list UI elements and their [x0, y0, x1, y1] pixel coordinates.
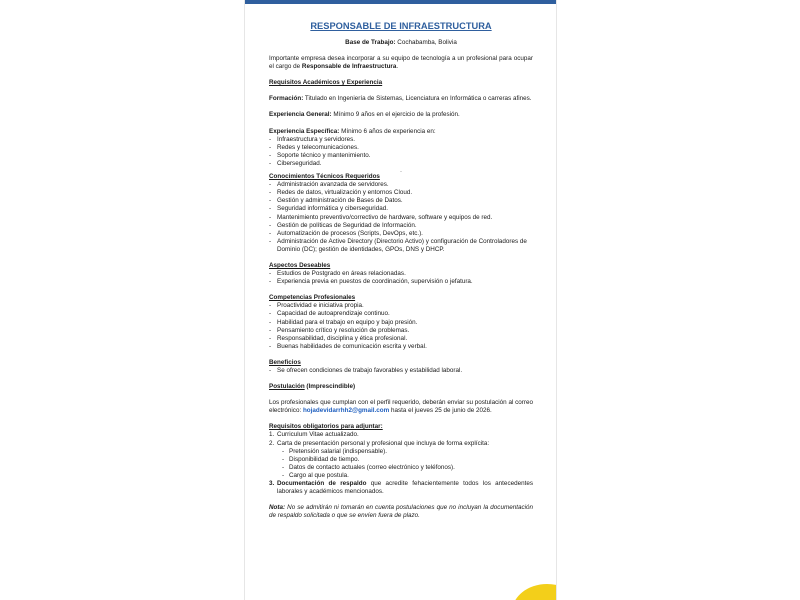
list-item: - Redes de datos, virtualización y entornos Cloud. [269, 189, 533, 197]
general-label: Experiencia General: [269, 111, 332, 119]
desirable-list [269, 270, 533, 286]
list-item: - Disponibilidad de tiempo. [277, 456, 533, 464]
intro-text: Importante empresa desea incorporar a su equipo de tecnología a un profesional para ocupar el cargo de [269, 55, 533, 71]
general-experience [269, 111, 533, 119]
attachment-item [269, 431, 533, 439]
application-heading-label: Postulación [269, 383, 305, 391]
specific-label: Experiencia Específica: [269, 127, 340, 135]
attachments-heading: Requisitos obligatorios para adjuntar: [269, 423, 383, 431]
attachment-number: 2. [269, 439, 275, 447]
list-item: - Seguridad informática y ciberseguridad. [269, 205, 533, 213]
list-item: - Datos de contacto actuales (correo electrónico y teléfonos). [277, 464, 533, 472]
list-item: - Experiencia previa en puestos de coordinación, supervisión o jefatura. [269, 278, 533, 286]
specific-experience-list [269, 136, 533, 168]
list-item: - Habilidad para el trabajo en equipo y bajo presión. [269, 319, 533, 327]
application-text-before: Los profesionales que cumplan con el perfil requerido, deberán enviar su postulación al correo electrónico: [269, 399, 533, 415]
list-item: - Estudios de Postgrado en áreas relacionadas. [269, 270, 533, 278]
application-heading [269, 383, 533, 391]
list-item: - Se ofrecen condiciones de trabajo favorables y estabilidad laboral. [269, 367, 533, 375]
application-paragraph [269, 399, 533, 415]
application-heading-suffix: (Imprescindible) [304, 383, 356, 391]
intro-paragraph [269, 55, 533, 71]
list-item: - Administración de Active Directory (Directorio Activo) y configuración de Controladores de Dominio (DC); gestión de identidades, GPOs, DNS y DHCP. [269, 238, 533, 254]
academic-heading: Requisitos Académicos y Experiencia [269, 79, 383, 87]
attachments-list [269, 431, 533, 496]
list-item: - Infraestructura y servidores. [269, 136, 533, 144]
list-item: - Responsabilidad, disciplina y ética profesional. [269, 335, 533, 343]
separator-dot: . [400, 167, 402, 175]
formacion-label: Formación: [269, 95, 304, 103]
list-item: - Soporte técnico y mantenimiento. [269, 152, 533, 160]
intro-role: Responsable de Infraestructura [301, 63, 397, 71]
technical-heading: Conocimientos Técnicos Requeridos [269, 173, 380, 181]
work-base-value: Cochabamba, Bolivia [395, 39, 457, 46]
page-title: RESPONSABLE DE INFRAESTRUCTURA [310, 21, 492, 31]
list-item: - Gestión de políticas de Seguridad de Información. [269, 222, 533, 230]
formacion-text: Titulado en Ingeniería de Sistemas, Licenciatura en Informática o carreras afines. [303, 95, 532, 103]
attachment-text: Carta de presentación personal y profesional que incluya de forma explícita: [277, 439, 490, 447]
general-text: Mínimo 9 años en el ejercicio de la profesión. [331, 111, 460, 119]
attachment-item [269, 440, 533, 480]
list-item: - Buenas habilidades de comunicación escrita y verbal. [269, 343, 533, 351]
attachment-sublist [277, 448, 533, 480]
list-item: - Mantenimiento preventivo/correctivo de hardware, software y equipos de red. [269, 214, 533, 222]
competencies-list [269, 302, 533, 351]
list-item: - Redes y telecomunicaciones. [269, 144, 533, 152]
benefits-heading: Beneficios [269, 358, 301, 366]
corner-decoration [512, 584, 557, 600]
formacion-paragraph [269, 95, 533, 103]
attachment-number: 1. [269, 431, 275, 439]
list-item: - Ciberseguridad. [269, 160, 533, 168]
attachment-label: Documentación de respaldo [277, 480, 367, 488]
list-item: - Pretensión salarial (indispensable). [277, 448, 533, 456]
attachment-text: que acredite fehacientemente todos los antecedentes laborales y académicos mencionados. [277, 480, 533, 496]
application-text-after: hasta el jueves 25 de junio de 2026. [389, 407, 492, 415]
top-accent-bar [245, 0, 556, 4]
note-label: Nota: [269, 504, 286, 512]
list-item: - Cargo al que postula. [277, 472, 533, 480]
benefits-list [269, 367, 533, 375]
posting-content [269, 20, 533, 520]
footer-note [269, 504, 533, 520]
application-email-link[interactable]: hojadevidarrhh2@gmail.com [302, 407, 390, 415]
note-text: No se admitirán ni tomarán en cuenta postulaciones que no incluyan la documentación de respaldo solicitada o que se envíen fuera de plazo. [269, 504, 533, 520]
list-item: - Pensamiento crítico y resolución de problemas. [269, 327, 533, 335]
list-item: - Gestión y administración de Bases de Datos. [269, 197, 533, 205]
list-item: - Administración avanzada de servidores. [269, 181, 533, 189]
specific-experience [269, 128, 533, 136]
work-base-label: Base de Trabajo: [345, 39, 396, 46]
specific-text: Mínimo 6 años de experiencia en: [339, 127, 436, 135]
list-item: - Proactividad e iniciativa propia. [269, 302, 533, 310]
attachment-number: 3. [269, 480, 275, 488]
job-posting-page [244, 0, 557, 600]
attachment-item [269, 480, 533, 496]
attachment-text: Curriculum Vitae actualizado. [277, 431, 359, 439]
technical-list [269, 181, 533, 254]
desirable-heading: Aspectos Deseables [269, 261, 331, 269]
list-item: - Automatización de procesos (Scripts, DevOps, etc.). [269, 230, 533, 238]
work-base [269, 39, 533, 47]
competencies-heading: Competencias Profesionales [269, 294, 356, 302]
list-item: - Capacidad de autoaprendizaje continuo. [269, 310, 533, 318]
intro-end: . [396, 63, 399, 71]
